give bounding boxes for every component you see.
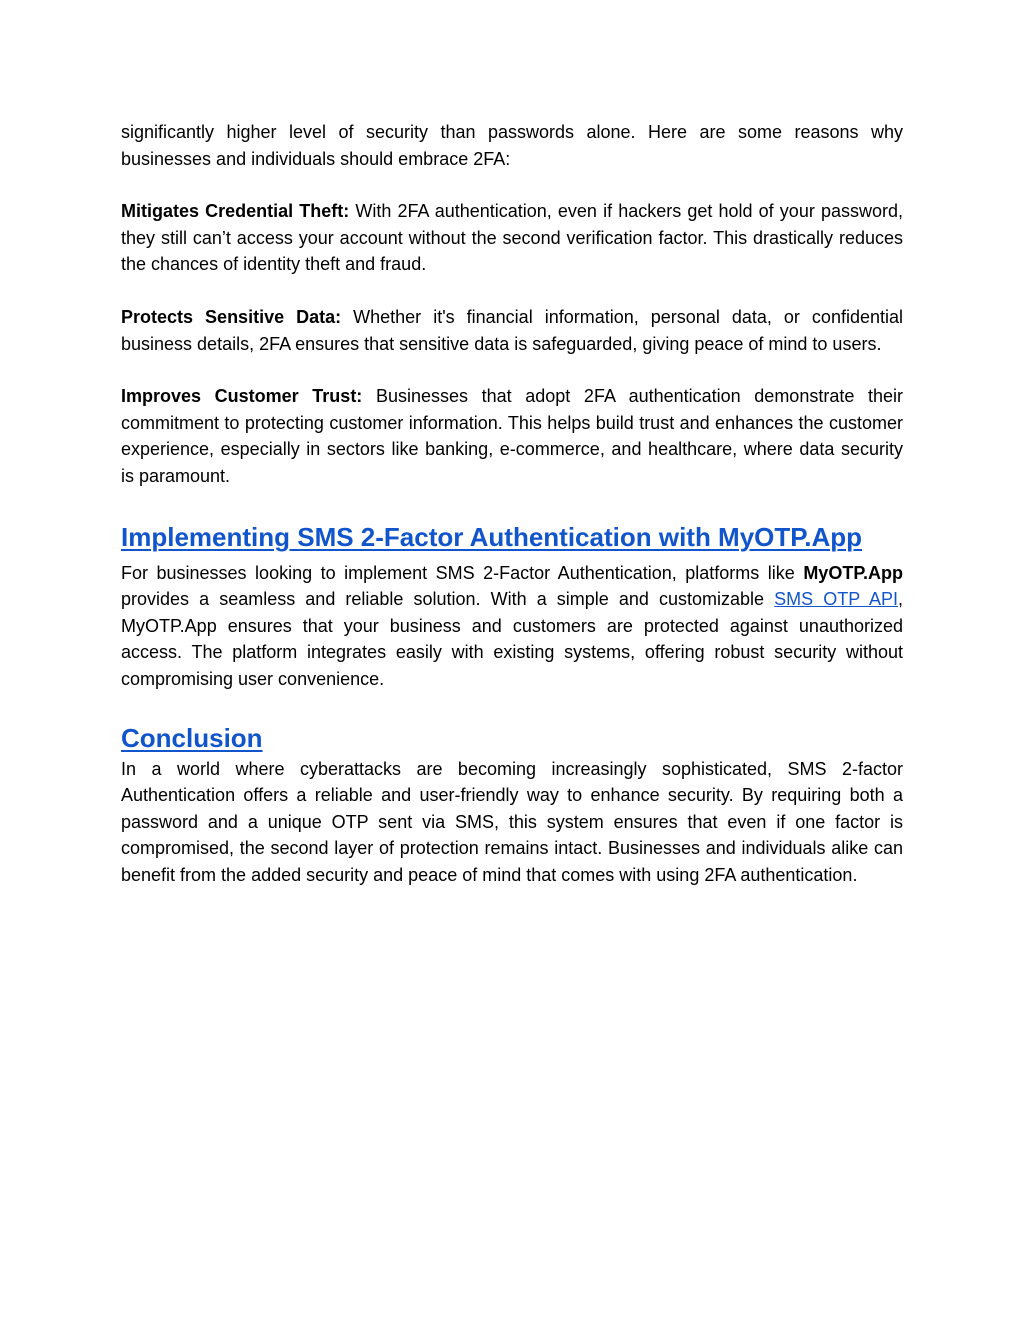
reason-text: Whether it's financial information, personal data, or confidential business details, 2FA ensures that sensitive data is safeguarded, giving peace of mind to users.: [121, 306, 903, 354]
conclusion-heading-link[interactable]: Conclusion: [121, 722, 263, 753]
implementing-text-1: For businesses looking to implement SMS 2-Factor Authentication, platforms like: [121, 562, 804, 583]
implementing-text-2: provides a seamless and reliable solution. With a simple and customizable: [121, 589, 775, 610]
implementing-heading-link[interactable]: Implementing SMS 2-Factor Authentication with MyOTP.App: [121, 521, 863, 552]
implementing-paragraph: [121, 560, 903, 693]
reason-title: Protects Sensitive Data:: [121, 306, 342, 327]
reason-title: Improves Customer Trust:: [121, 386, 363, 407]
implementing-text-3: , MyOTP.App ensures that your business and customers are protected against unauthorized access. The platform integrates easily with existing systems, offering robust security without compromising user convenience.: [121, 589, 903, 689]
reason-text: With 2FA authentication, even if hackers get hold of your password, they still can’t access your account without the second verification factor. This drastically reduces the chances of identity theft and fraud.: [121, 201, 903, 275]
reason-improves-customer-trust: [121, 383, 903, 489]
reason-protects-sensitive-data: [121, 304, 903, 357]
conclusion-paragraph: In a world where cyberattacks are becoming increasingly sophisticated, SMS 2-factor Authentication offers a reliable and user-friendly way to enhance security. By requiring both a password and a unique OTP sent via SMS, this system ensures that even if one factor is compromised, the second layer of protection remains intact. Businesses and individuals alike can benefit from the added security and peace of mind that comes with using 2FA authentication.: [121, 758, 903, 885]
conclusion-heading-block: [121, 721, 903, 755]
document-page: [121, 119, 903, 888]
myotp-brand-bold: MyOTP.App: [803, 562, 903, 583]
reason-mitigates-credential-theft: [121, 198, 903, 278]
implementing-heading-block: [121, 520, 903, 554]
sms-otp-api-link[interactable]: SMS OTP API: [774, 589, 898, 610]
reason-title: Mitigates Credential Theft:: [121, 201, 350, 222]
reason-text: Businesses that adopt 2FA authentication demonstrate their commitment to protecting customer information. This helps build trust and enhances the customer experience, especially in sectors like banking, e-commerce, and healthcare, where data security is paramount.: [121, 386, 903, 486]
intro-paragraph: significantly higher level of security than passwords alone. Here are some reasons why businesses and individuals should embrace 2FA:: [121, 122, 903, 169]
